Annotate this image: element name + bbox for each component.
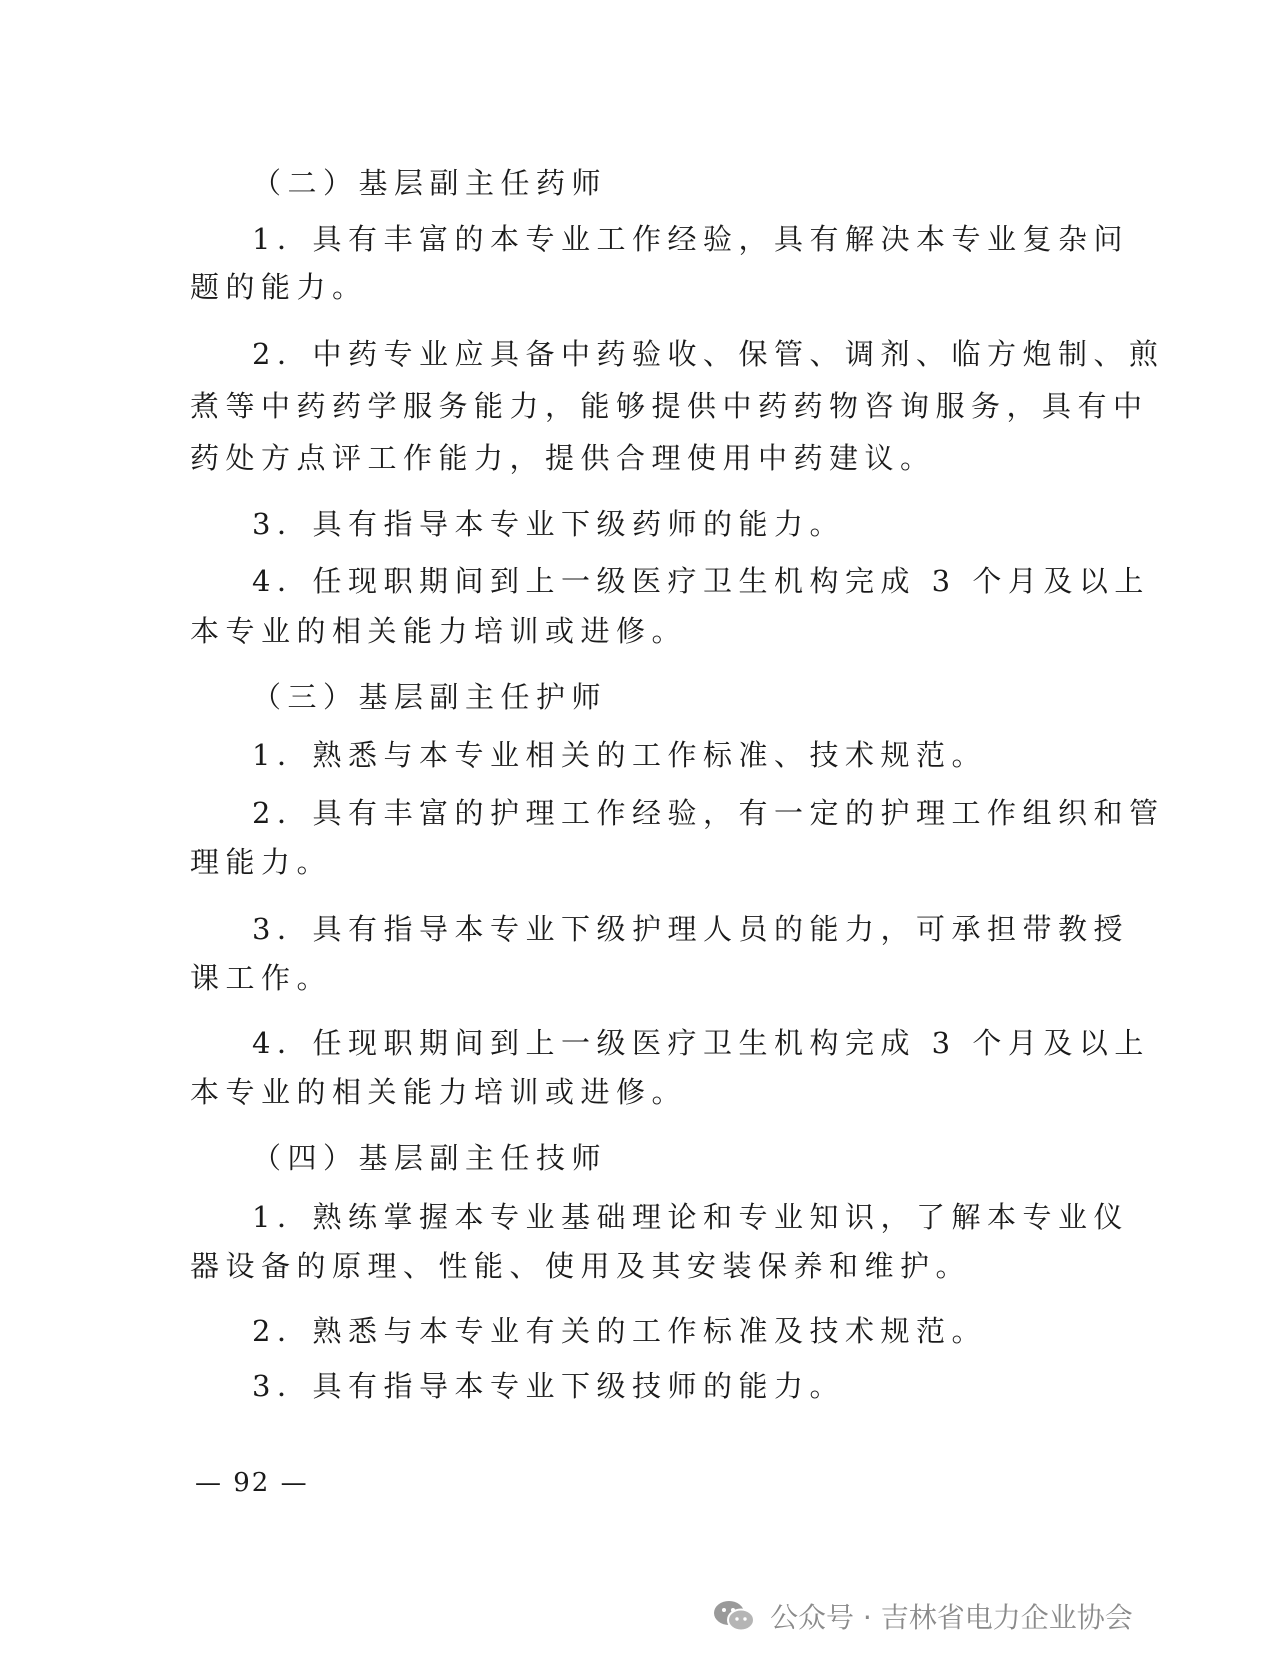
paragraph-line: 1．具有丰富的本专业工作经验，具有解决本专业复杂问 xyxy=(252,222,1129,256)
paragraph-line: 本专业的相关能力培训或进修。 xyxy=(190,614,688,648)
paragraph-line: 1．熟练掌握本专业基础理论和专业知识，了解本专业仪 xyxy=(252,1200,1129,1234)
paragraph-line: 煮等中药药学服务能力，能够提供中药药物咨询服务，具有中 xyxy=(190,389,1149,423)
paragraph-line: 理能力。 xyxy=(190,845,333,879)
paragraph-line: 药处方点评工作能力，提供合理使用中药建议。 xyxy=(190,441,936,475)
section-heading-4: （四）基层副主任技师 xyxy=(252,1141,608,1175)
paragraph-line: 器设备的原理、性能、使用及其安装保养和维护。 xyxy=(190,1249,972,1283)
paragraph-line: 3．具有指导本专业下级药师的能力。 xyxy=(252,507,845,541)
paragraph-line: 1．熟悉与本专业相关的工作标准、技术规范。 xyxy=(252,738,987,772)
watermark xyxy=(712,1596,1133,1636)
paragraph-line: 3．具有指导本专业下级护理人员的能力，可承担带教授 xyxy=(252,912,1129,946)
paragraph-line: 2．中药专业应具备中药验收、保管、调剂、临方炮制、煎 xyxy=(252,337,1165,371)
paragraph-line: 4．任现职期间到上一级医疗卫生机构完成 3 个月及以上 xyxy=(252,1026,1150,1060)
paragraph-line: 课工作。 xyxy=(190,961,333,995)
paragraph-line: 本专业的相关能力培训或进修。 xyxy=(190,1075,688,1109)
paragraph-line: 2．具有丰富的护理工作经验，有一定的护理工作组织和管 xyxy=(252,796,1165,830)
wechat-icon xyxy=(712,1598,756,1634)
section-heading-3: （三）基层副主任护师 xyxy=(252,680,608,714)
paragraph-line: 3．具有指导本专业下级技师的能力。 xyxy=(252,1369,845,1403)
paragraph-line: 2．熟悉与本专业有关的工作标准及技术规范。 xyxy=(252,1314,987,1348)
section-heading-2: （二）基层副主任药师 xyxy=(252,166,608,200)
paragraph-line: 题的能力。 xyxy=(190,270,368,304)
watermark-text: 公众号 · 吉林省电力企业协会 xyxy=(770,1601,1133,1634)
paragraph-line: 4．任现职期间到上一级医疗卫生机构完成 3 个月及以上 xyxy=(252,564,1150,598)
page-number: — 92 — xyxy=(195,1468,309,1498)
